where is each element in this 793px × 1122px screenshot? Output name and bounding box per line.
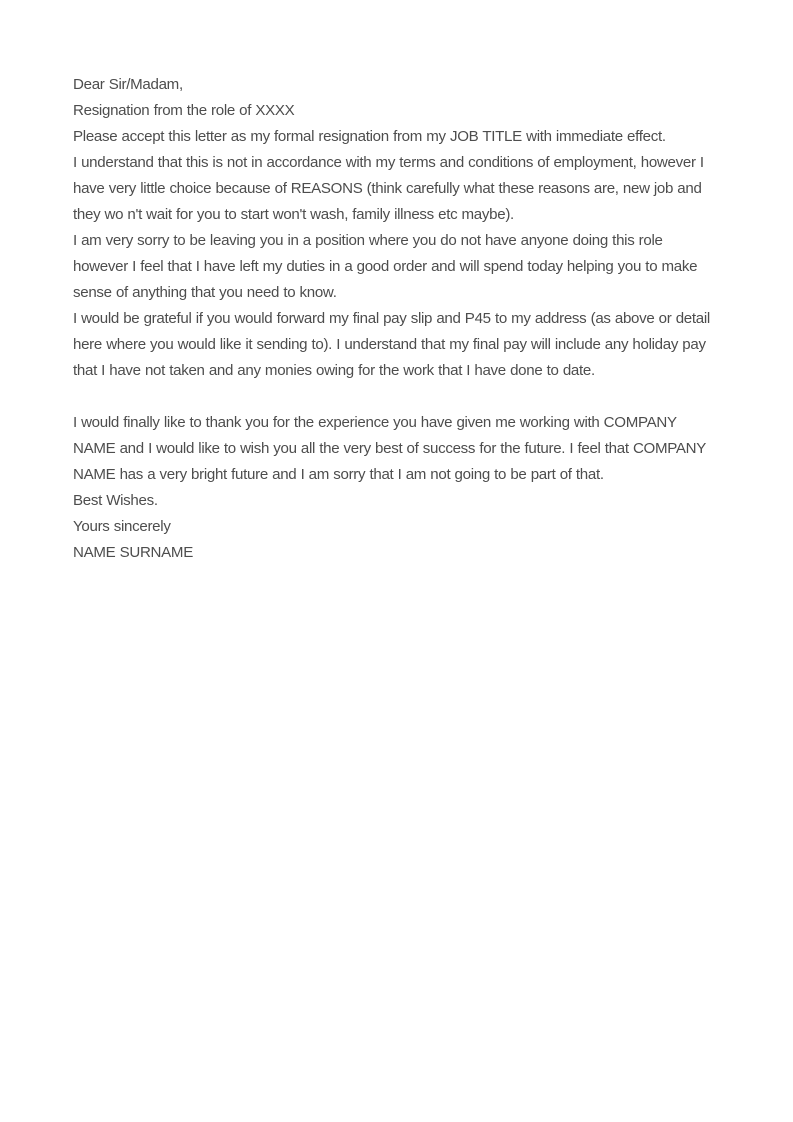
salutation: Dear Sir/Madam, [73,76,183,93]
paragraph-resignation-notice: Please accept this letter as my formal resignation from my JOB TITLE with immediate effect. [73,128,666,145]
paragraph-spacer [73,384,715,410]
sign-off-name: NAME SURNAME [73,544,193,561]
sign-off-best-wishes: Best Wishes. [73,492,158,509]
paragraph-apology-handover: I am very sorry to be leaving you in a position where you do not have anyone doing this role however I feel that I have left my duties in a good order and will spend today helping you to make sense of anything that you need to know. [73,232,698,301]
paragraph-terms-and-reasons: I understand that this is not in accordance with my terms and conditions of employment, however I have very little choice because of REASONS (think carefully what these reasons are, new job and they wo n't wait for you to start won't wash, family illness etc maybe). [73,154,704,223]
subject-line: Resignation from the role of XXXX [73,102,295,119]
letter-text-block [73,72,715,566]
paragraph-final-pay-and-p45: I would be grateful if you would forward my final pay slip and P45 to my address (as above or detail here where you would like it sending to). I understand that my final pay will include any holiday pay that I have not taken and any monies owing for the work that I have done to date. [73,310,710,379]
paragraph-thanks-and-best-wishes: I would finally like to thank you for the experience you have given me working with COMPANY NAME and I would like to wish you all the very best of success for the future. I feel that COMPANY NAME has a very bright future and I am sorry that I am not going to be part of that. [73,414,706,483]
sign-off-yours-sincerely: Yours sincerely [73,518,171,535]
